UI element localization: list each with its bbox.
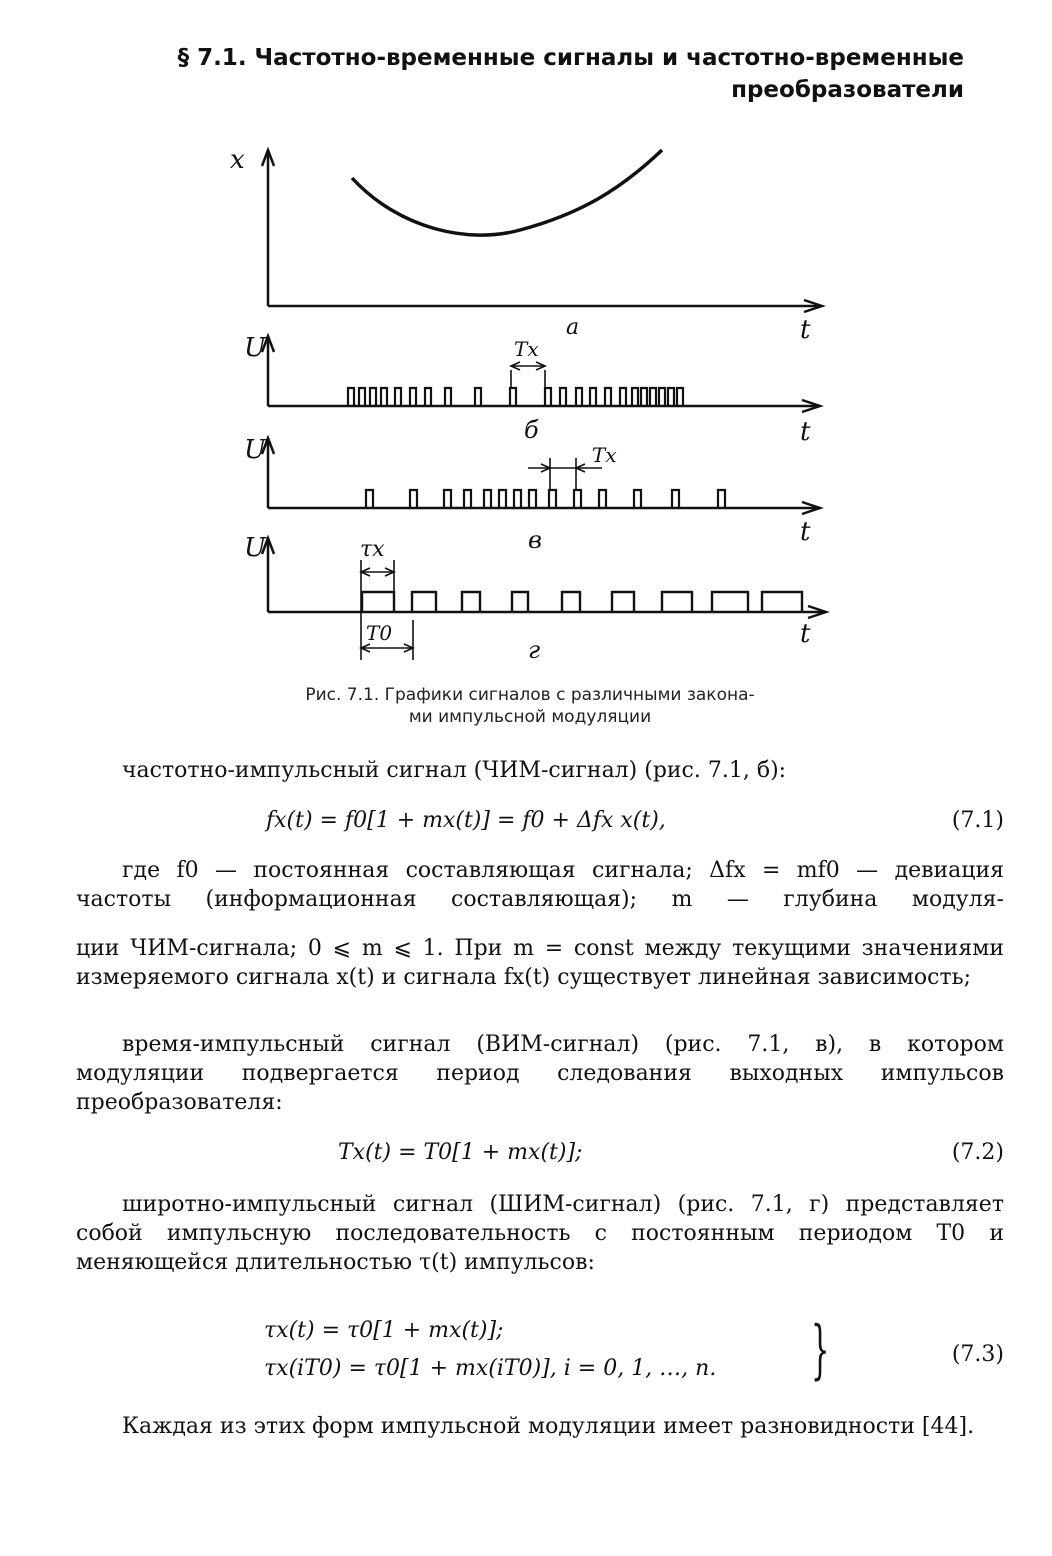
where-paragraph-2: ции ЧИМ-сигнала; 0 ⩽ m ⩽ 1. При m = const между текущими значениями измеряемого сигнала x(t) и сигнала fx(t) существует линейная зависимость; xyxy=(76,936,1004,990)
panel-b-pulses xyxy=(348,388,683,406)
section-heading-line2: преобразователи xyxy=(731,77,964,103)
equation-7-3-number: (7.3) xyxy=(951,1342,1004,1367)
equation-7-2-number: (7.2) xyxy=(951,1140,1004,1165)
panel-d-t0-label: T0 xyxy=(366,621,393,645)
panel-c-tx-label: Tx xyxy=(592,443,617,467)
panel-b-u-label: U xyxy=(244,333,266,363)
vim-paragraph: время-импульсный сигнал (ВИМ-сигнал) (рис. 7.1, в), в котором модуляции подвергается период следования выходных импульсов преобразователя: xyxy=(76,1032,1004,1115)
final-paragraph: Каждая из этих форм импульсной модуляции имеет разновидности [44]. xyxy=(122,1414,975,1439)
panel-d-u-label: U xyxy=(244,533,266,563)
equation-7-3-brace: } xyxy=(811,1313,830,1387)
panel-d-tau-label: τx xyxy=(360,537,385,562)
figure-caption xyxy=(230,684,830,728)
panel-a-x-label: x xyxy=(230,145,245,175)
panel-d-pulses xyxy=(362,592,802,612)
panel-a-t-label: t xyxy=(800,315,811,345)
panel-d-label: г xyxy=(528,636,541,664)
caption-line2: ми импульсной модуляции xyxy=(408,707,652,727)
panel-a-label: а xyxy=(566,315,580,340)
signal-curve xyxy=(352,150,662,235)
equation-7-3 xyxy=(76,1313,1004,1396)
where-paragraph-1: где f0 — постоянная составляющая сигнала; Δfx = mf0 — девиация частоты (информационная составляющая); m — глубина модуля- xyxy=(76,858,1004,912)
equation-7-1-body: fx(t) = f0[1 + mx(t)] = f0 + Δfx x(t), xyxy=(266,808,666,833)
caption-line1: Рис. 7.1. Графики сигналов с различными закона- xyxy=(305,685,755,705)
equation-7-1 xyxy=(76,806,1004,836)
panel-c-u-label: U xyxy=(244,435,266,465)
signal-figure xyxy=(0,0,1052,680)
equation-7-3-line2: τx(iT0) = τ0[1 + mx(iT0)], i = 0, 1, …, n. xyxy=(264,1356,717,1381)
intro-paragraph: частотно-импульсный сигнал (ЧИМ-сигнал) (рис. 7.1, б): xyxy=(122,758,787,783)
panel-c-t-label: t xyxy=(800,517,811,547)
equation-7-1-number: (7.1) xyxy=(951,808,1004,833)
panel-b-label: б xyxy=(524,416,539,444)
shim-paragraph: широтно-импульсный сигнал (ШИМ-сигнал) (рис. 7.1, г) представляет собой импульсную последовательность с постоянным периодом T0 и меняющейся длительностью τ(t) импульсов: xyxy=(76,1192,1004,1275)
panel-b-tx-label: Tx xyxy=(514,337,539,361)
panel-c-pulses xyxy=(366,490,725,508)
panel-b-t-label: t xyxy=(800,417,811,447)
panel-d-t-label: t xyxy=(800,619,811,649)
panel-c-label: в xyxy=(528,526,542,554)
equation-7-3-line1: τx(t) = τ0[1 + mx(t)]; xyxy=(264,1318,504,1343)
equation-7-2-body: Tx(t) = T0[1 + mx(t)]; xyxy=(338,1140,583,1165)
section-heading-line1: § 7.1. Частотно-временные сигналы и частотно-временные xyxy=(177,45,964,71)
equation-7-2 xyxy=(76,1138,1004,1168)
